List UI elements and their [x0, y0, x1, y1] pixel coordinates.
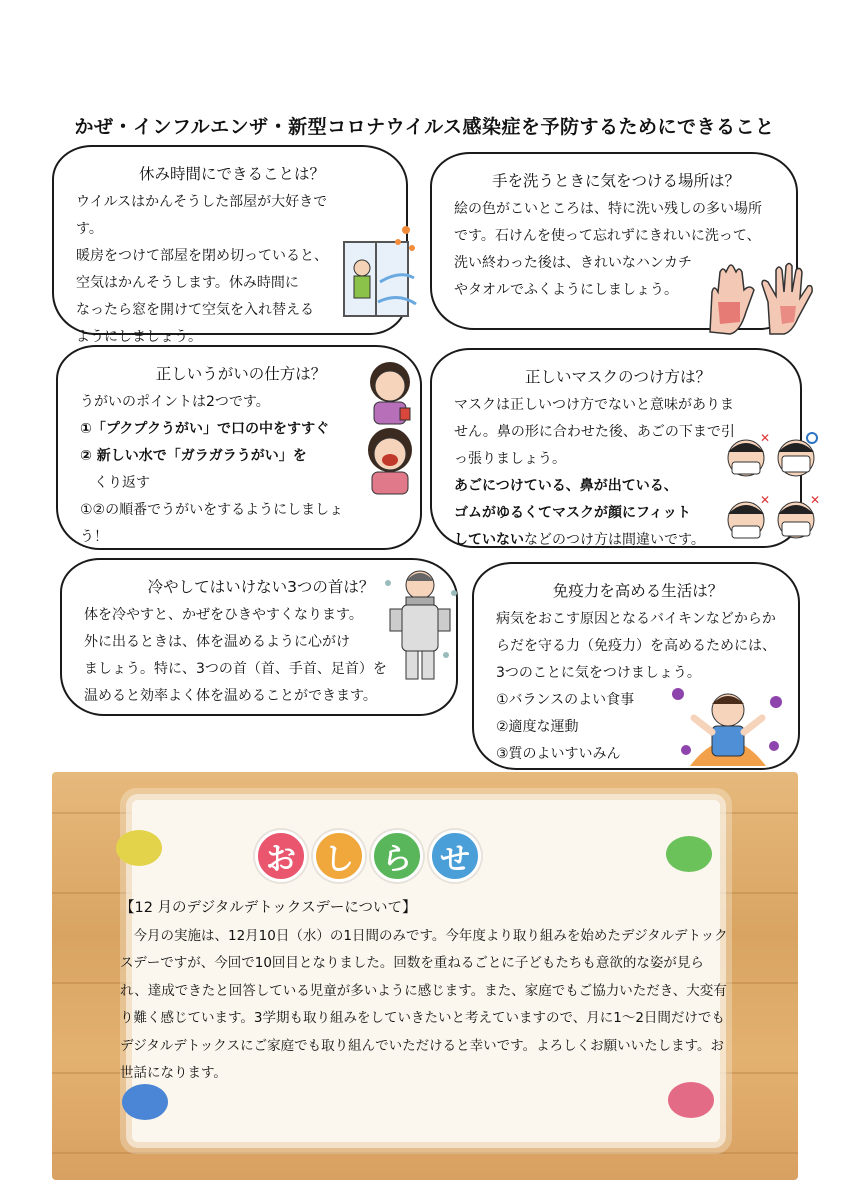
text-line: やタオルでふくようにしましょう。	[454, 282, 678, 298]
bubble-heading: 休み時間にできることは？	[138, 165, 325, 183]
text-line: ①②の順番でうがいをするようにしましょう！	[80, 502, 344, 545]
text-line: 洗い終わった後は、きれいなハンカチ	[454, 255, 692, 271]
pin-icon	[116, 830, 162, 866]
banner-char: せ	[429, 830, 481, 882]
text-line: 暖房をつけて部屋を閉め切っていると、	[76, 248, 328, 264]
bubble-heading: 冷やしてはいけない3つの首は？	[147, 578, 375, 596]
text-line: うがいのポイントは2つです。	[80, 394, 270, 410]
text-line: です。石けんを使って忘れずにきれいに洗って、	[454, 228, 761, 244]
text-line: 病気をおこす原因となるバイキンなどからか	[496, 611, 776, 627]
text-line: なったら窓を開けて空気を入れ替える	[76, 302, 314, 318]
svg-text:✕: ✕	[760, 431, 771, 445]
text-line: ゴムがゆるくてマスクが顔にフィット	[454, 505, 691, 521]
text-line: 外に出るときは、体を温めるように心がけ	[84, 634, 350, 650]
bubble-heading: 免疫力を高める生活は？	[552, 582, 724, 600]
notice-content	[120, 895, 730, 1088]
banner-char: し	[313, 830, 365, 882]
pin-icon	[122, 1084, 168, 1120]
text-line: ようにしましょう。	[76, 329, 202, 345]
text-line: くり返す	[80, 475, 150, 491]
text-line: 空気はかんそうします。休み時間に	[76, 275, 299, 291]
svg-text:✕: ✕	[810, 493, 820, 507]
text-line: 絵の色がこいところは、特に洗い残しの多い場所	[454, 201, 762, 217]
notice-heading: 【12 月のデジタルデトックスデーについて】	[120, 900, 417, 916]
text-line: せん。鼻の形に合わせた後、あごの下まで引	[454, 424, 735, 440]
window-ventilation-illustration	[338, 222, 420, 320]
text-line: あごにつけている、鼻が出ている、	[454, 478, 678, 494]
page-title: かぜ・インフルエンザ・新型コロナウイルス感染症を予防するためにできること	[74, 116, 775, 138]
text-line: 温めると効率よく体を温めることができます。	[84, 688, 377, 704]
text-line: ウイルスはかんそうした部屋が大好きです。	[76, 194, 328, 237]
text-line: 3つのことに気をつけましょう。	[496, 665, 701, 681]
text-line: マスクは正しいつけ方でないと意味がありま	[454, 397, 734, 413]
svg-text:✕: ✕	[760, 493, 771, 507]
banner-char: ら	[371, 830, 423, 882]
text-line: らだを守る力（免疫力）を高めるためには、	[496, 638, 776, 654]
text-line: ①バランスのよい食事	[496, 692, 635, 708]
text-line: ② 新しい水で「ガラガラうがい」を	[80, 448, 307, 464]
bubble-heading: 正しいうがいの仕方は？	[155, 365, 327, 383]
text-line: 体を冷やすと、かぜをひきやすくなります。	[84, 607, 363, 623]
bubble-heading: 正しいマスクのつけ方は？	[524, 368, 711, 386]
notice-body: 今月の実施は、12月10日（水）の1日間のみです。今年度より取り組みを始めたデジタルデトックスデーですが、今回で10回目となりました。回数を重ねるごとに子どもたちも意欲的な姿が見られ、達成できたと回答している児童が多いように感じます。また、家庭でもご協力いただき、大変有り難く感じています。3学期も取り組みをしていきたいと考えていますので、月に1～2日間だけでもデジタルデトックスにご家庭でも取り組んでいただけると幸いです。よろしくお願いいたします。お世話になります。	[120, 927, 728, 1081]
masked-faces-illustration	[724, 430, 820, 552]
text-line: ③質のよいすいみん	[496, 746, 621, 762]
bubble-heading: 手を洗うときに気をつける場所は？	[491, 172, 740, 190]
notice-banner	[255, 830, 481, 882]
text-bold: していない	[454, 532, 524, 548]
bundled-person-illustration	[376, 565, 466, 685]
healthy-boy-illustration	[666, 680, 790, 766]
hands-illustration	[700, 262, 830, 338]
text-line: ①「プクプクうがい」で口の中をすすぐ	[80, 421, 330, 437]
text-line: ②適度な運動	[496, 719, 579, 735]
pin-icon	[666, 836, 712, 872]
text-tail: などのつけ方は間違いです。	[524, 532, 705, 548]
text-line: っ張りましょう。	[454, 451, 566, 467]
text-line: ましょう。特に、3つの首（首、手首、足首）を	[84, 661, 387, 677]
banner-char: お	[255, 830, 307, 882]
gargling-girls-illustration	[356, 358, 422, 498]
